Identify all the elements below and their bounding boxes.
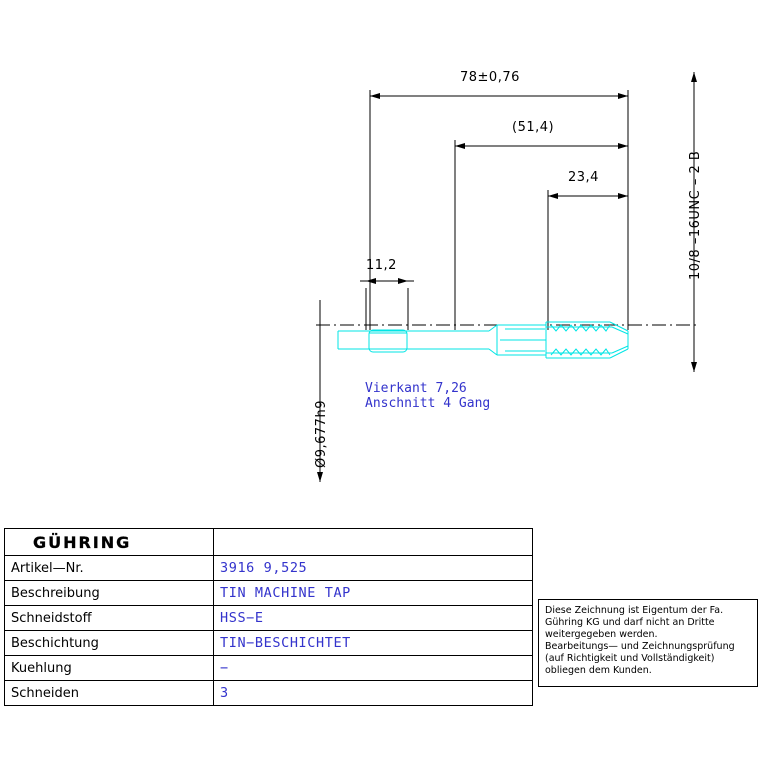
annotation-square-size: Vierkant 7,26: [365, 381, 467, 396]
row-label-description: Beschreibung: [5, 581, 214, 606]
tap-part-outline: [338, 322, 628, 358]
note-line: obliegen dem Kunden.: [545, 665, 652, 676]
table-row: [5, 631, 533, 656]
annotation-chamfer-threads: Anschnitt 4 Gang: [365, 396, 491, 411]
dimension-arrowheads: [317, 72, 697, 482]
table-row-logo: [5, 529, 533, 556]
table-row: [5, 606, 533, 631]
guehring-logo: GÜHRING: [33, 532, 132, 552]
row-value-description: TIN MACHINE TAP: [214, 581, 533, 606]
dim-label-thread-spec: 10/8 –16UNC – 2 B: [688, 150, 703, 280]
note-line: weitergegeben werden.: [545, 629, 658, 640]
note-line: (auf Richtigkeit und Vollständigkeit): [545, 653, 715, 664]
row-value-cooling: −: [214, 656, 533, 681]
table-row: [5, 581, 533, 606]
brand-logo-cell: [5, 529, 214, 556]
table-row: [5, 681, 533, 706]
row-label-flutes: Schneiden: [5, 681, 214, 706]
table-row: [5, 556, 533, 581]
row-label-cutting-material: Schneidstoff: [5, 606, 214, 631]
dim-label-thread-to-shoulder: (51,4): [512, 120, 555, 135]
note-line: Bearbeitungs— und Zeichnungsprüfung: [545, 641, 735, 652]
row-value-coating: TIN−BESCHICHTET: [214, 631, 533, 656]
dim-label-thread-length: 23,4: [568, 170, 599, 185]
table-row: [5, 656, 533, 681]
note-line: Diese Zeichnung ist Eigentum der Fa.: [545, 605, 724, 616]
dim-label-square-length: 11,2: [366, 258, 397, 273]
row-label-cooling: Kuehlung: [5, 656, 214, 681]
row-value-article-number: 3916 9,525: [214, 556, 533, 581]
row-value-flutes: 3: [214, 681, 533, 706]
title-block-table: [4, 528, 533, 706]
note-line: Gühring KG und darf nicht an Dritte: [545, 617, 715, 628]
logo-empty-cell: [214, 529, 533, 556]
row-label-article-number: Artikel—Nr.: [5, 556, 214, 581]
row-label-coating: Beschichtung: [5, 631, 214, 656]
dim-label-shank-diameter: Ø9,677h9: [314, 400, 329, 468]
dim-label-overall-length: 78±0,76: [460, 70, 520, 85]
copyright-note-box: [538, 599, 758, 687]
row-value-cutting-material: HSS−E: [214, 606, 533, 631]
